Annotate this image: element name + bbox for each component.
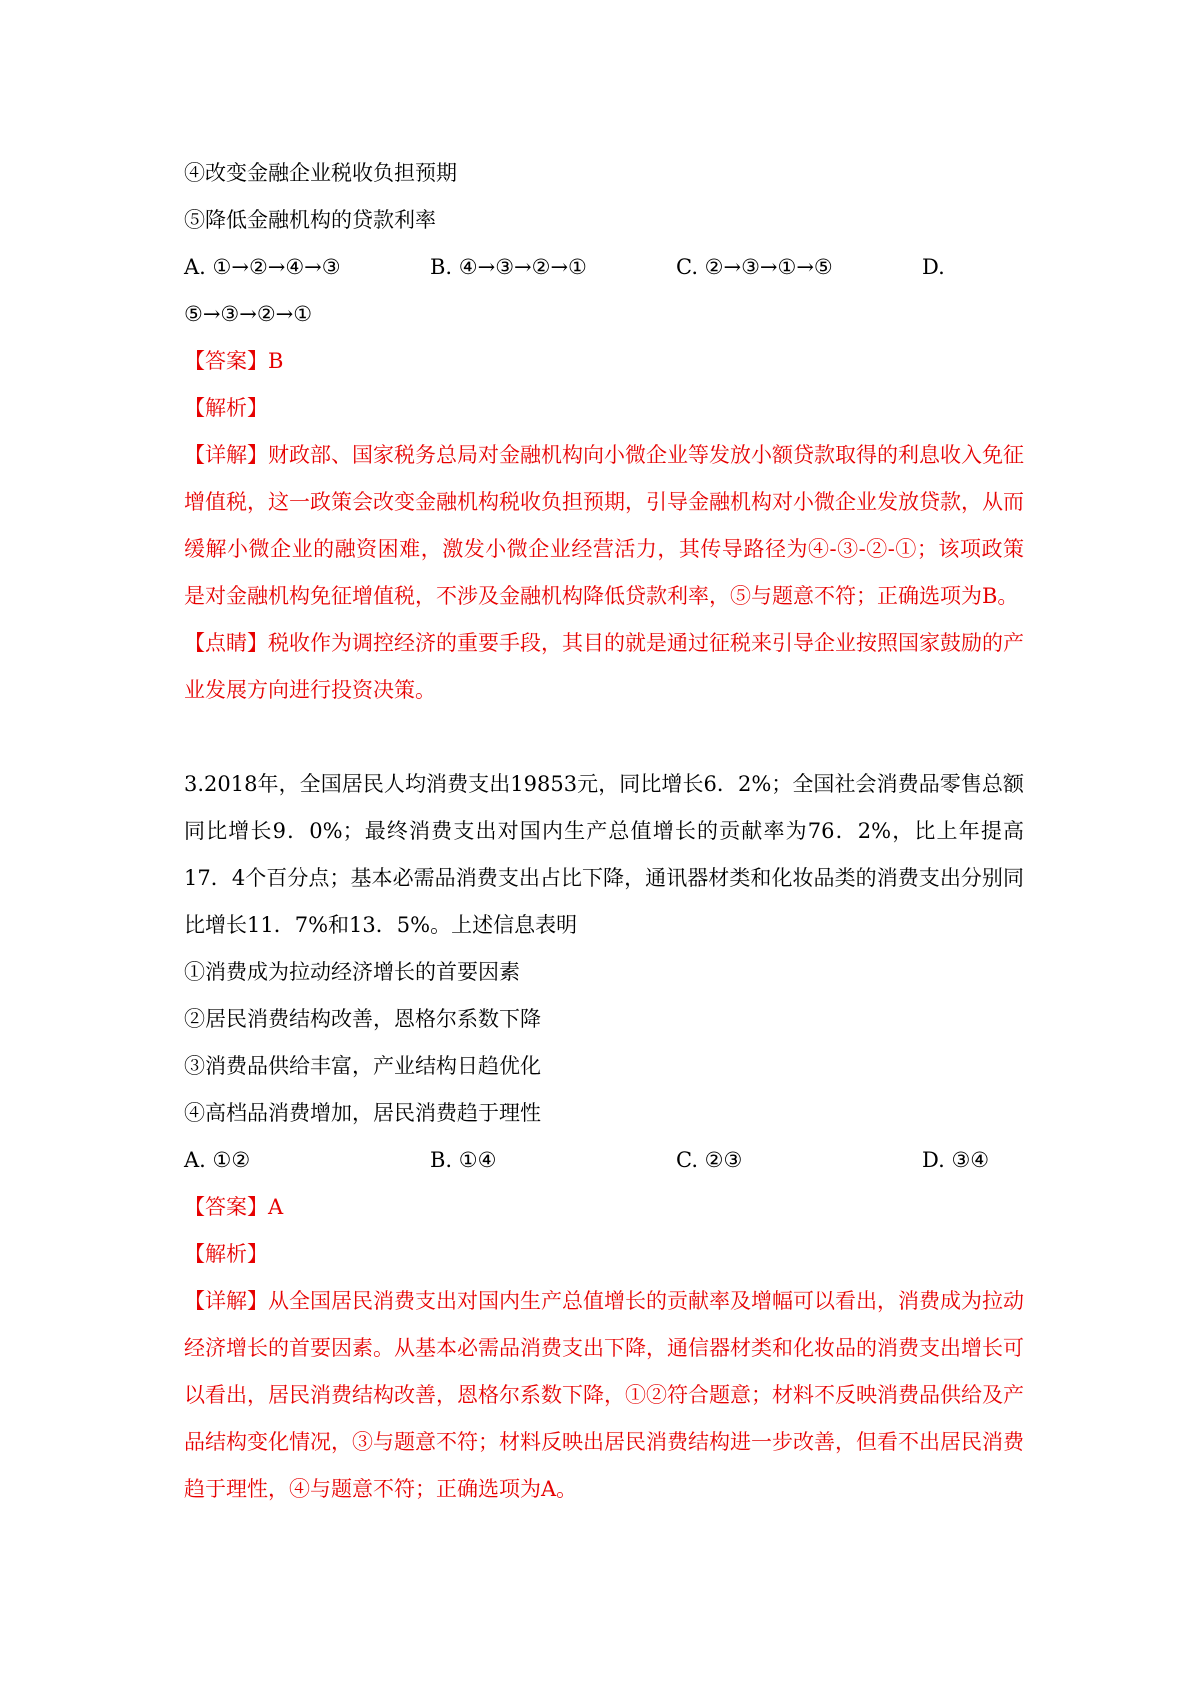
q2-dianjing: 【点睛】税收作为调控经济的重要手段，其目的就是通过征税来引导企业按照国家鼓励的产业发展方向进行投资决策。 (184, 631, 1024, 702)
q3-item-4: ④高档品消费增加，居民消费趋于理性 (184, 1101, 541, 1125)
q2-analysis-label: 【解析】 (184, 396, 268, 420)
q2-option-d-cont: ⑤→③→②→① (184, 302, 313, 326)
q2-item-5: ⑤降低金融机构的贷款利率 (184, 208, 436, 232)
q3-option-a: A. ①② (184, 1148, 251, 1172)
q3-analysis-label: 【解析】 (184, 1242, 268, 1266)
q3-option-c: C. ②③ (676, 1148, 743, 1172)
spacer (184, 714, 1024, 761)
q3-option-d: D. ③④ (922, 1148, 990, 1172)
q2-answer: 【答案】B (184, 349, 284, 373)
q2-option-c: C. ②→③→①→⑤ (676, 255, 833, 279)
q3-options (184, 1137, 1024, 1184)
q3-item-2: ②居民消费结构改善，恩格尔系数下降 (184, 1007, 541, 1031)
q2-option-d: D. (922, 255, 945, 279)
q3-detail: 【详解】从全国居民消费支出对国内生产总值增长的贡献率及增幅可以看出，消费成为拉动经济增长的首要因素。从基本必需品消费支出下降，通信器材类和化妆品的消费支出增长可以看出，居民消费结构改善，恩格尔系数下降，①②符合题意；材料不反映消费品供给及产品结构变化情况，③与题意不符；材料反映出居民消费结构进一步改善，但看不出居民消费趋于理性，④与题意不符；正确选项为A。 (184, 1289, 1024, 1501)
q3-answer: 【答案】A (184, 1195, 284, 1219)
q3-item-3: ③消费品供给丰富，产业结构日趋优化 (184, 1054, 541, 1078)
q2-option-a: A. ①→②→④→③ (184, 255, 341, 279)
q2-item-4: ④改变金融企业税收负担预期 (184, 161, 457, 185)
q2-options (184, 244, 1024, 291)
page-content (184, 150, 1024, 1513)
q2-detail: 【详解】财政部、国家税务总局对金融机构向小微企业等发放小额贷款取得的利息收入免征增值税，这一政策会改变金融机构税收负担预期，引导金融机构对小微企业发放贷款，从而缓解小微企业的融资困难，激发小微企业经营活力，其传导路径为④-③-②-①；该项政策是对金融机构免征增值税，不涉及金融机构降低贷款利率，⑤与题意不符；正确选项为B。 (184, 443, 1024, 608)
q2-option-b: B. ④→③→②→① (430, 255, 587, 279)
q3-option-b: B. ①④ (430, 1148, 497, 1172)
q3-stem: 3.2018年，全国居民人均消费支出19853元，同比增长6．2%；全国社会消费品零售总额同比增长9．0%；最终消费支出对国内生产总值增长的贡献率为76．2%，比上年提高17．4个百分点；基本必需品消费支出占比下降，通讯器材类和化妆品类的消费支出分别同比增长11．7%和13．5%。上述信息表明 (184, 772, 1024, 937)
q3-item-1: ①消费成为拉动经济增长的首要因素 (184, 960, 520, 984)
